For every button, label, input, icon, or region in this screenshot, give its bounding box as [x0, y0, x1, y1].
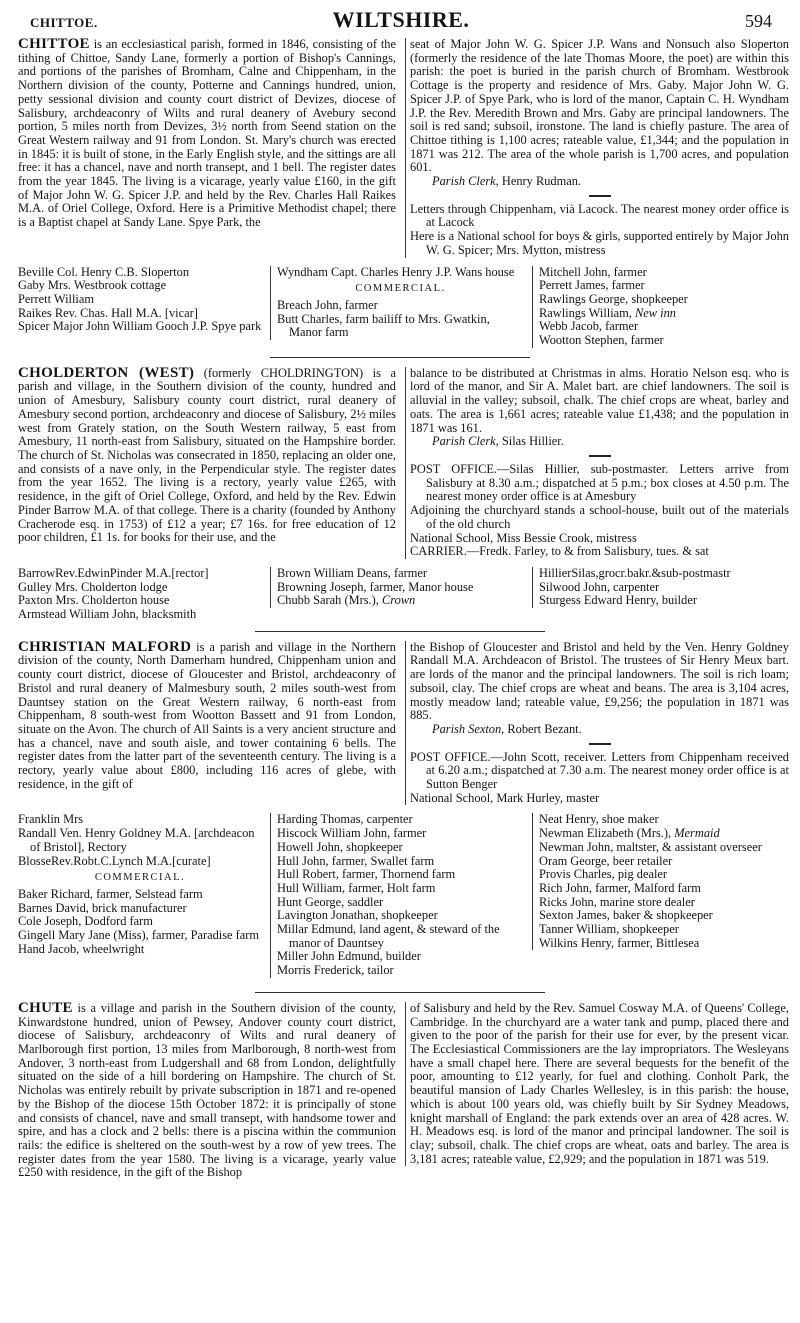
school-note: National School, Miss Bessie Crook, mistress [410, 530, 637, 545]
directory-cholderton [0, 559, 800, 622]
directory-column [18, 567, 262, 622]
post-office-note: POST OFFICE.—Silas Hillier, sub-postmaster. Letters arrive from Salisbury at 8.30 a.m.; dispatched at 5 p.m.; box closes at 4.50 p.m. The nearest money order office is at Amesbury [410, 461, 789, 504]
divider [589, 455, 611, 457]
place-name: CHITTOE [18, 36, 90, 52]
description-continued: the Bishop of Gloucester and Bristol and held by the Ven. Henry Goldney Randall M.A. Archdeacon of Bristol. The trustees of Sir Henry Meux bart. are lords of the manor and the principal landowners. The soil is rich loam; subsoil, clay. The chief crops are wheat and beans. The area is 3,104 acres, mostly meadow land; rateable value, £9,256; the population in 1871 was 885. [410, 639, 789, 723]
right-column [405, 38, 789, 258]
entry-text: Oram George, beer retailer [539, 853, 673, 868]
directory-entry [539, 594, 788, 608]
entry-text: Neat Henry, shoe maker [539, 812, 659, 827]
entry-cholderton [0, 364, 800, 559]
directory-entry [277, 896, 524, 910]
description: is a village and parish in the Southern division of the county, Kinwardstone hundred, union of Pewsey, Andover county court district, diocese of Salisbury, archdeaconry of Wilts and rural deanery of Marlborough first portion, 13 miles from Marlborough, 8 north-west from Andover, 3 north-east from Ludgershall and 68 from London, delightfully situated on the side of a hill bordering on Hampshire. The church of St. Nicholas was entirely rebuilt by private subscription in 1871 and re-opened by the Bishop of the diocese 15th October 1872: it is principally of stone and consists of chancel, nave and small transept, with handsome tower and spire, and has a clock and 2 bells: there is a piscina within the communion rails: the edifice is sheltered on the south-west by a row of yew trees. The register dates from the year 1580. The living is a vicarage, yearly value £250 with residence, in the gift of the Bishop [18, 1000, 396, 1180]
directory-entry [18, 827, 262, 854]
entry-text: Provis Charles, pig dealer [539, 867, 668, 882]
entry-text: Rich John, farmer, Malford farm [539, 880, 701, 895]
directory-column [532, 266, 788, 348]
official-title: Parish Clerk, [432, 434, 499, 449]
divider [589, 195, 611, 197]
entry-text: Rawlings William, [539, 305, 635, 320]
entry-text: Wilkins Henry, farmer, Bittlesea [539, 935, 700, 950]
parish-official [410, 435, 789, 449]
directory-entry [539, 266, 788, 280]
entry-text: Mitchell John, farmer [539, 264, 647, 279]
directory-column [270, 567, 524, 608]
directory-entry [539, 855, 788, 869]
entry-text: Brown William Deans, farmer [277, 565, 427, 580]
entry-text: Cole Joseph, Dodford farm [18, 914, 153, 929]
directory-entry [18, 307, 262, 321]
right-column [405, 641, 789, 806]
directory-entry [277, 950, 524, 964]
directory-entry [18, 594, 262, 608]
entry-christian-malford [0, 638, 800, 806]
entry-text: Raikes Rev. Chas. Hall M.A. [vicar] [18, 305, 198, 320]
directory-subheading: COMMERCIAL. [355, 283, 446, 295]
description-continued: seat of Major John W. G. Spicer J.P. Wans and Nonsuch also Sloperton (formerly the residence of the late Thomas Moore, the poet) are within this parish: the poet is buried in the parish church of Bromham. Westbrook Cottage is the property and residence of Mrs. Gaby. Major John W. G. Spicer J.P. of Spye Park, who is lord of the manor, Captain C. H. Wyndham J.P. the Rev. Meredith Brown and Mrs. Gaby are principal landowners. The soil is red sand; subsoil, ironstone. The land is chiefly pasture. The area of Chittoe tithing is 1,100 acres; rateable value, £1,344; and the population in 1871 was 212. The area of the whole parish is 1,700 acres, and population 601. [410, 37, 789, 175]
entry-text: Beville Col. Henry C.B. Sloperton [18, 264, 190, 279]
directory-entry [18, 929, 262, 943]
entry-text: Silwood John, carpenter [539, 579, 660, 594]
directory-entry [18, 293, 262, 307]
entry-text: BlosseRev.Robt.C.Lynch M.A.[curate] [18, 853, 211, 868]
place-name: CHRISTIAN MALFORD [18, 638, 192, 655]
entry-text: Perrett William [18, 291, 95, 306]
entry-text: Spicer Major John William Gooch J.P. Spye park [18, 319, 262, 334]
directory-column [270, 813, 524, 977]
directory-entry [539, 841, 788, 855]
official-name: Robert Bezant. [504, 721, 582, 736]
entry-text: Hiscock William John, farmer [277, 826, 427, 841]
entry-text: Hull John, farmer, Swallet farm [277, 853, 435, 868]
entry-text: Harding Thomas, carpenter [277, 812, 413, 827]
directory-entry [277, 581, 524, 595]
directory-entry [539, 937, 788, 951]
entry-text: Hull William, farmer, Holt farm [277, 880, 436, 895]
directory-entry [277, 567, 524, 581]
right-column [405, 367, 789, 559]
parish-official [410, 723, 789, 737]
official-name: Henry Rudman. [498, 174, 582, 189]
entry-text: BarrowRev.EdwinPinder M.A.[rector] [18, 565, 209, 580]
entry-chittoe [0, 38, 800, 258]
directory-entry [539, 896, 788, 910]
directory-column [532, 567, 788, 608]
entry-text: Millar Edmund, land agent, & steward of the manor of Dauntsey [277, 922, 500, 950]
description: (formerly CHOLDRINGTON) is a parish and village, in the Southern division of the county, hundred and union of Amesbury, Salisbury county court district, rural deanery of Amesbury second portion, archdeaconry and diocese of Salisbury, 2½ miles west from Grately station, on the South Western railway, 5 east from Amesbury, 11 north-east from Salisbury, situated on the Hampshire border. The church of St. Nicholas was consecrated in 1850, replacing an older one, and consists of a nave only, in the Perpendicular style. The register dates from the year 1652. The living is a rectory, yearly value £265, with residence, in the gift of Oriel College, Oxford, and held by the Rev. Edwin Pinder Barrow M.A. of that college. There is a charity (founded by Anthony Cracherode esq. in 1753) of £12 a year; £7 16s. for free education of 12 poor children, £1 1s. for books for their use, and the [18, 365, 396, 545]
official-name: Silas Hillier. [498, 434, 564, 449]
entry-text: Paxton Mrs. Cholderton house [18, 593, 170, 608]
carrier-note: CARRIER.—Fredk. Farley, to & from Salisbury, tues. & sat [410, 544, 709, 559]
directory-entry [539, 827, 788, 841]
directory-entry [277, 964, 524, 978]
entry-text: Wyndham Capt. Charles Henry J.P. Wans house [277, 264, 515, 279]
entry-text: Breach John, farmer [277, 297, 378, 312]
left-column [18, 364, 396, 545]
entry-text: Butt Charles, farm bailiff to Mrs. Gwatkin, Manor farm [277, 311, 490, 340]
page-header [0, 0, 800, 38]
entry-premises: Crown [381, 593, 416, 608]
entry-text: Newman John, maltster, & assistant overseer [539, 839, 762, 854]
directory-entry [539, 334, 788, 348]
directory-entry [539, 307, 788, 321]
directory-subheading: COMMERCIAL. [94, 872, 186, 884]
directory-entry [18, 608, 262, 622]
entry-text: Franklin Mrs [18, 812, 84, 827]
directory-entry [539, 567, 788, 581]
section-divider [270, 357, 530, 358]
directory-entry [277, 923, 524, 950]
entry-text: Gingell Mary Jane (Miss), farmer, Paradise farm [18, 928, 260, 943]
description-continued: of Salisbury and held by the Rev. Samuel Cosway M.A. of Queens' College, Cambridge. In the churchyard are a water tank and pump, placed there and given to the poor of the parish for their use for ever, by the present vicar. The Ecclesiastical Commissioners are the lay impropriators. The Wesleyans have a small chapel here. There are several bequests for the benefit of the poor, amounting to £12 yearly, for fuel and clothing. Conholt Park, the beautiful mansion of Lady Charles Wellesley, is in this parish: the house, which is about 100 years old, was chiefly built by Sir Sydney Meadows, knight marshall of England: the park extends over an area of 428 acres. W. H. Meadows esq. is lord of the manor and principal landowner. The soil is clay; subsoil, chalk. The chief crops are wheat, oats and barley. The area is 3,181 acres; rateable value, £2,929; and the population in 1871 was 519. [410, 1000, 789, 1166]
directory-entry [18, 279, 262, 293]
left-column [18, 638, 396, 792]
entry-text: Hull Robert, farmer, Thornend farm [277, 867, 456, 882]
entry-text: Howell John, shopkeeper [277, 839, 403, 854]
left-column [18, 999, 396, 1180]
directory-entry [18, 943, 262, 957]
page-title: WILTSHIRE. [332, 7, 470, 32]
entry-text: Barnes David, brick manufacturer [18, 900, 187, 915]
right-column [405, 1002, 789, 1166]
left-column [18, 38, 396, 230]
place-name: CHOLDERTON (WEST) [18, 364, 195, 381]
entry-text: Randall Ven. Henry Goldney M.A. [archdeacon of Bristol], Rectory [18, 826, 255, 854]
directory-column [18, 266, 262, 335]
directory-entry [277, 266, 524, 280]
entry-text: Newman Elizabeth (Mrs.), [539, 826, 675, 841]
directory-entry [18, 813, 262, 827]
directory-entry [277, 813, 524, 827]
official-title: Parish Clerk, [432, 174, 499, 189]
school-note: National School, Mark Hurley, master [410, 790, 600, 805]
directory-entry [277, 909, 524, 923]
directory-entry [277, 299, 524, 313]
directory-entry [18, 915, 262, 929]
entry-text: Tanner William, shopkeeper [539, 922, 679, 937]
directory-chittoe [0, 258, 800, 348]
directory-entry [277, 855, 524, 869]
entry-text: Baker Richard, farmer, Selstead farm [18, 886, 203, 901]
note: Letters through Chippenham, vià Lacock. The nearest money order office is at Lacock [410, 201, 789, 230]
directory-entry [277, 841, 524, 855]
directory-entry [539, 868, 788, 882]
description: is a parish and village in the Northern division of the county, North Damerham hundred, Chippenham union and county court district, diocese of Gloucester and Bristol, archdeaconry of Bristol and rural deanery of Malmesbury south, 2 miles south-west from Dauntsey station on the Great Western railway, 6 north-east from Chippenham, 8 south-west from Wootton Bassett and 91 from London, situate on the Avon. The church of All Saints is a very ancient structure and has a chancel, nave and south aisle, and tower containing 6 bells. The register dates from the latter part of the seventeenth century. The living is a rectory, yearly value about £800, including 116 acres of glebe, with residence, in the gift of [18, 639, 396, 791]
entry-text: Wootton Stephen, farmer [539, 333, 664, 348]
entry-chute [0, 999, 800, 1180]
entry-text: Ricks John, marine store dealer [539, 894, 695, 909]
directory-christian-malford [0, 805, 800, 977]
directory-entry [277, 827, 524, 841]
entry-text: Lavington Jonathan, shopkeeper [277, 908, 438, 923]
directory-column [18, 813, 262, 956]
section-divider [255, 631, 545, 632]
post-office-note: POST OFFICE.—John Scott, receiver. Letters from Chippenham received at 6.20 a.m.; dispatched at 7.30 a.m. The nearest money order office is at Sutton Benger [410, 749, 789, 792]
note: Here is a National school for boys & girls, supported entirely by Major John W. G. Spicer; Mrs. Mytton, mistress [410, 229, 789, 257]
directory-entry [18, 266, 262, 280]
entry-text: Hand Jacob, wheelwright [18, 941, 145, 956]
directory-entry [277, 868, 524, 882]
directory-entry [18, 902, 262, 916]
entry-premises: New inn [635, 305, 676, 320]
entry-text: Chubb Sarah (Mrs.), [277, 593, 382, 608]
place-name: CHUTE [18, 999, 73, 1016]
entry-text: Hunt George, saddler [277, 894, 384, 909]
entry-text: Gulley Mrs. Cholderton lodge [18, 579, 168, 594]
directory-entry [18, 888, 262, 902]
entry-text: Sturgess Edward Henry, builder [539, 593, 697, 608]
directory-entry [539, 882, 788, 896]
official-title: Parish Sexton, [432, 721, 505, 736]
entry-text: Armstead William John, blacksmith [18, 607, 197, 622]
section-divider [255, 992, 545, 993]
entry-text: Webb Jacob, farmer [539, 319, 639, 334]
directory-entry [18, 320, 262, 334]
parish-official [410, 175, 789, 189]
directory-entry [18, 581, 262, 595]
description: is an ecclesiastical parish, formed in 1846, consisting of the tithing of Chittoe, Sandy Lane, formerly a portion of Bishop's Cannings, and portions of the parishes of Bromham, Calne and Chippenham, in the Northern division of the county, Potterne and Cannings hundred, union, petty sessional division and county court district of Devizes, diocese of Salisbury, archdeaconry of Wilts and rural deanery of Avebury second portion, 5 miles north from Devizes, 3½ north from Seend station on the Great Western railway and 91 from London. St. Mary's church was erected in 1845: it is built of stone, in the Early English style, and the sittings are all free: it has a chancel, nave and north transept, and 1 bell. The register dates from the year 1845. The living is a vicarage, yearly value £160, in the gift of Major John W. G. Spicer J.P. and held by the Rev. Charles Hall Raikes M.A. of Oriel College, Oxford. Here is a Primitive Methodist chapel; there is a Baptist chapel at Sandy Lane. Spye Park, the [18, 37, 396, 230]
entry-text: Sexton James, baker & shopkeeper [539, 908, 713, 923]
divider [589, 743, 611, 745]
entry-text: Gaby Mrs. Westbrook cottage [18, 278, 167, 293]
entry-text: Morris Frederick, tailor [277, 963, 394, 978]
directory-entry [18, 567, 262, 581]
directory-entry [539, 320, 788, 334]
directory-entry [277, 882, 524, 896]
page-number: 594 [745, 11, 772, 31]
entry-text: Rawlings George, shopkeeper [539, 291, 688, 306]
directory-entry [277, 313, 524, 340]
directory-entry [277, 594, 524, 608]
directory-entry [539, 293, 788, 307]
entry-text: Perrett James, farmer [539, 278, 645, 293]
directory-entry [539, 813, 788, 827]
directory-entry [539, 581, 788, 595]
entry-text: Miller John Edmund, builder [277, 949, 421, 964]
directory-entry [539, 279, 788, 293]
directory-column [532, 813, 788, 950]
directory-column [270, 266, 524, 341]
directory-entry [539, 923, 788, 937]
entry-premises: Mermaid [674, 826, 720, 841]
directory-entry [539, 909, 788, 923]
note: Adjoining the churchyard stands a school-house, built out of the materials of the old church [410, 503, 789, 531]
description-continued: balance to be distributed at Christmas in alms. Horatio Nelson esq. who is lord of the manor, and Sir A. Malet bart. are chief landowners. The soil is alluvial in the valley; subsoil, chalk. The chief crops are wheat, barley and oats. The area is 1,661 acres; rateable value £1,438; and the population in 1871 was 161. [410, 365, 789, 435]
entry-text: Browning Joseph, farmer, Manor house [277, 579, 474, 594]
running-head: CHITTOE. [30, 15, 98, 30]
directory-entry [18, 855, 262, 869]
entry-text: HillierSilas,grocr.bakr.&sub-postmastr [539, 565, 731, 580]
